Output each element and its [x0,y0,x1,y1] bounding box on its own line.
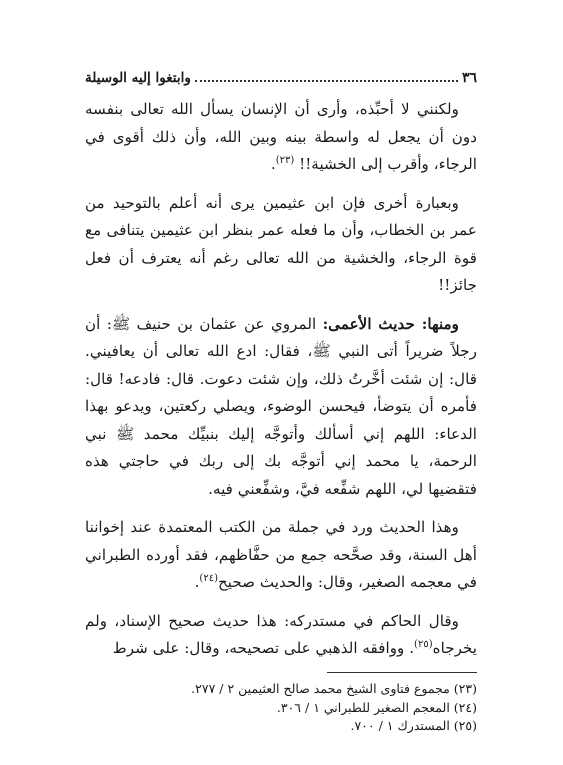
footnote-ref-24: (٢٤) [199,572,218,584]
running-title: وابتغوا إليه الوسيلة [85,70,191,86]
paragraph-3-lead: ومنها: حديث الأعمى: [322,314,459,333]
paragraph-4-text: وهذا الحديث ورد في جملة من الكتب المعتمدة عند إخواننا أهل السنة، وقد صحَّحه جمع من حفَّاظهم، فقد أورده الطبراني في معجمه الصغير، وقال: والحديث صحيح [85,518,477,591]
paragraph-1 [85,96,477,179]
footnote-24: (٢٤) المعجم الصغير للطبراني ١ / ٣٠٦. [276,699,477,715]
paragraph-5 [85,608,477,663]
footnote-23: (٢٣) مجموع فتاوى الشيخ محمد صالح العثيمين ٢ / ٢٧٧. [191,681,477,696]
footnote-ref-23: (٢٣) [275,154,295,166]
paragraph-3-text: المروي عن عثمان بن حنيف ﷺ: أن رجلاً ضريراً أتى النبي ﷺ، فقال: ادع الله تعالى أن يعافيني. قال: إن شئت أخَّرتُ ذلك، وإن شئت دعوت. قال: فادعه! قال: فأمره أن يتوضأ، فيحسن الوضوء، ويصلي ركعتين، ويدعو بهذا الدعاء: اللهم إني أسألك وأتوجَّه إليك بنبيِّك محمد ﷺ نبي الرحمة، يا محمد إني أتوجَّه بك إلى ربك في حاجتي هذه فتقضيها لي، اللهم شفِّعه فيَّ، وشفِّعني فيه. [85,314,477,498]
page-number: ٣٦ [461,70,477,86]
paragraph-1-end: . [270,155,276,173]
page-body [85,96,477,663]
paragraph-4 [85,514,477,597]
paragraph-3 [85,311,477,504]
paragraph-4-end: . [194,573,200,591]
paragraph-2: وبعبارة أخرى فإن ابن عثيمين يرى أنه أعلم بالتوحيد من عمر بن الخطاب، وأن ما فعله عمر بنظر ابن عثيمين يتنافى مع قوة الرجاء، والخشية من الله تعالى رغم أنه يعترف أن فعل جائز!! [85,193,477,294]
footnotes [85,680,477,736]
header-dot-leader [195,79,458,82]
footnote-ref-25: (٢٥) [414,638,433,650]
paragraph-5-rest: . ووافقه الذهبي على تصحيحه، وقال: على شرط [112,639,415,657]
running-header [85,70,477,86]
footnote-25: (٢٥) المستدرك ١ / ٧٠٠. [350,718,477,733]
paragraph-5-text: وقال الحاكم في مستدركه: هذا حديث صحيح الإسناد، ولم يخرجاه [85,611,477,657]
footnote-separator [327,672,477,673]
paragraph-1-text: ولكنني لا أحبِّذه، وأرى أن الإنسان يسأل الله تعالى بنفسه دون أن يجعل له واسطة بينه وبين الله، وأن ذلك أقوى في الرجاء، وأقرب إلى الخشية!! [85,100,477,173]
